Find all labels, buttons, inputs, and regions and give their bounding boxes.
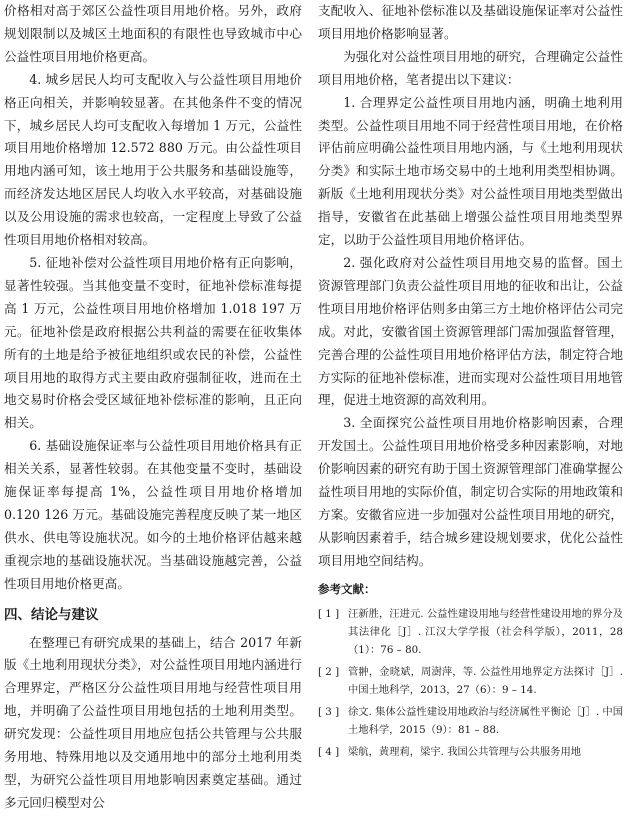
section-heading-conclusion: 四、结论与建议 (4, 606, 99, 623)
right-column (318, 0, 623, 765)
reference-list (318, 605, 623, 761)
reference-number: [ 3 ] (318, 705, 340, 718)
reference-item (318, 605, 623, 659)
suggestion-3: 3. 全面探究公益性项目用地价格影响因素，合理开发国土。公益性项目用地价格受多种因素影响，对地价影响因素的研究有助于国土资源管理部门准确掌握公益性项目用地的实际价值，制定切合实际的用地政策和方案。安徽省应进一步加强对公益性项目用地的研究，从影响因素着手，结合城乡建设规划要求，优化公益性项目用地空间结构。 (318, 415, 623, 568)
reference-text: 汪新胜，汪进元. 公益性建设用地与经营性建设用地的界分及其法律化［J］. 江汉大学学报（社会科学版），2011，28（1）：76 – 80. (348, 607, 623, 656)
reference-number: [ 2 ] (318, 665, 340, 678)
left-column (4, 0, 302, 815)
reference-text: 徐文. 集体公益性建设用地政治与经济属性平衡论［J］. 中国土地科学，2015（9）：81 – 88. (348, 705, 623, 736)
finding-4-paragraph: 4. 城乡居民人均可支配收入与公益性项目用地价格正向相关，并影响较显著。在其他条件不变的情况下，城乡居民人均可支配收入每增加 1 万元，公益性项目用地价格增加 12.572 880 万元。由公益性项目用地内涵可知，该土地用于公共服务和基础设施等，而经济发达地区居民人均收入水平较高，对基础设施以及公用设施的需求也较高，一定程度上导致了公益性项目用地价格相对较高。 (4, 71, 302, 248)
suggestion-2: 2. 强化政府对公益性项目用地交易的监督。国土资源管理部门负责公益性项目用地的征收和出让，公益性项目用地价格评估则多由第三方土地价格评估公司完成。对此，安徽省国土资源管理部门需加强监督管理，完善合理的公益性项目用地价格评估方法，制定符合地方实际的征地补偿标准，进而实现对公益性项目用地管理，促进土地资源的高效利用。 (318, 254, 623, 408)
finding-6-paragraph: 6. 基础设施保证率与公益性项目用地价格具有正相关关系，显著性较弱。在其他变量不变时，基础设施保证率每提高 1%，公益性项目用地价格增加 0.120 126 万元。基础设施完善程度反映了某一地区供水、供电等设施状况。如今的土地价格评估越来越重视宗地的基础设施状况。当基础设施越完善，公益性项目用地价格更高。 (4, 438, 302, 591)
reference-item (318, 743, 623, 761)
suggestions-intro: 为强化对公益性项目用地的研究，合理确定公益性项目用地价格，笔者提出以下建议： (318, 48, 623, 87)
reference-item (318, 663, 623, 699)
finding-5-paragraph: 5. 征地补偿对公益性项目用地价格有正向影响，显著性较强。当其他变量不变时，征地补偿标准每提高 1 万元，公益性项目用地价格增加 1.018 197 万元。征地补偿是政府根据公共利益的需要在征收集体所有的土地是给予被征地组织或农民的补偿，公益性项目用地的取得方式主要由政府强制征收，进而在土地交易时价格会受区域征地补偿标准的影响，且正向相关。 (4, 254, 302, 431)
paragraph-continued-right: 支配收入、征地补偿标准以及基础设施保证率对公益性项目用地价格影响显著。 (318, 3, 623, 41)
reference-number: [ 4 ] (318, 745, 340, 758)
paragraph-continued: 价格相对高于郊区公益性项目用地价格。另外，政府规划限制以及城区土地面积的有限性也导致城市中心公益性项目用地价格更高。 (4, 3, 302, 64)
conclusion-paragraph: 在整理已有研究成果的基础上，结合 2017 年新版《土地利用现状分类》，对公益性项目用地内涵进行合理界定，严格区分公益性项目用地与经营性项目用地，并明确了公益性项目用地包括的土地利用类型。研究发现：公益性项目用地应包括公共管理与公共服务用地、特殊用地以及交通用地中的部分土地利用类型，为研究公益性项目用地影响因素奠定基础。通过多元回归模型对公 (4, 634, 302, 810)
reference-item (318, 703, 623, 739)
reference-number: [ 1 ] (318, 607, 340, 620)
reference-text: 梁航，黄理莉，梁宇. 我国公共管理与公共服务用地 (348, 745, 582, 758)
suggestion-1: 1. 合理界定公益性项目用地内涵，明确土地利用类型。公益性项目用地不同于经营性项目用地，在价格评估前应明确公益性项目用地内涵，与《土地利用现状分类》和实际土地市场交易中的土地利用类型相协调。新版《土地利用现状分类》对公益性项目用地类型做出指导，安徽省在此基础上增强公益性项目用地类型界定，以助于公益性项目用地价格评估。 (318, 94, 623, 248)
reference-text: 管翀，金晓斌，周澍萍，等. 公益性用地界定方法探讨［J］. 中国土地科学，2013，27（6）：9 – 14. (348, 665, 623, 696)
references-heading: 参考文献： (318, 581, 376, 596)
